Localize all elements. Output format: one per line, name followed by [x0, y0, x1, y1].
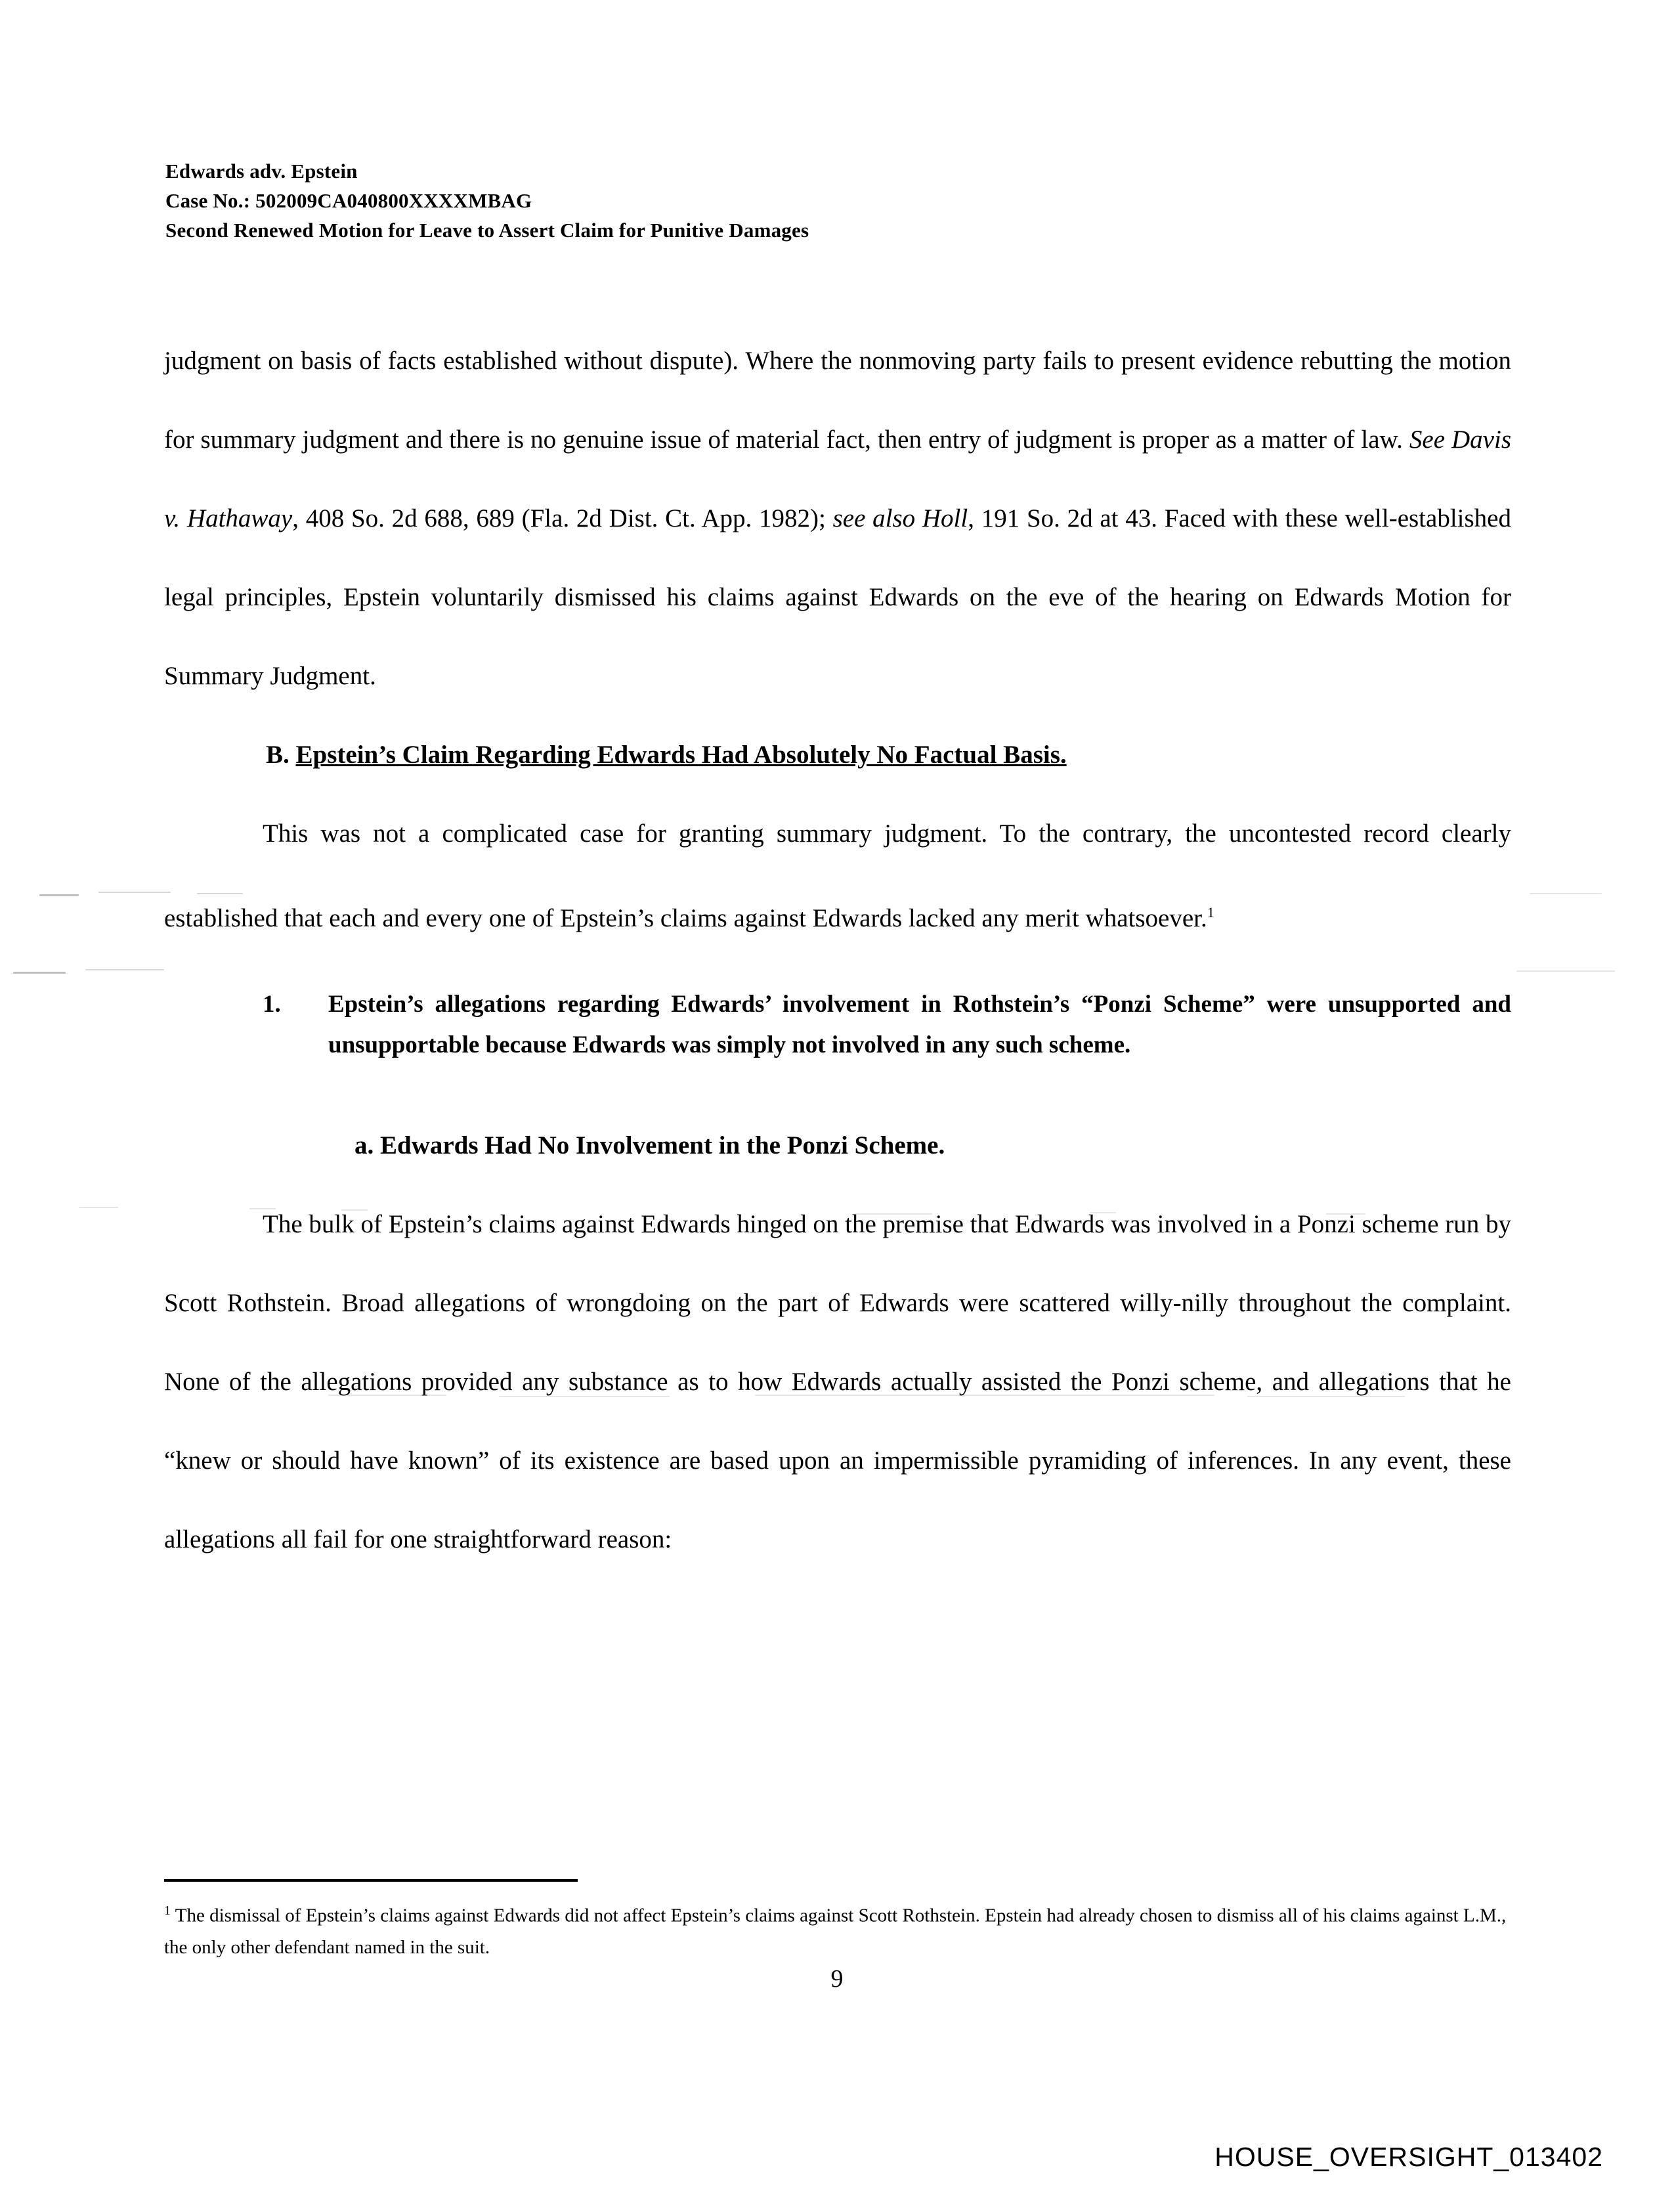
scan-artifact [341, 1209, 368, 1211]
subsection-heading-a: a. Edwards Had No Involvement in the Ponzi Scheme. [354, 1131, 945, 1160]
scan-artifact [1516, 970, 1615, 972]
spacer [164, 1066, 1511, 1106]
paragraph-ponzi-premise: The bulk of Epstein’s claims against Edwards hinged on the premise that Edwards was involved in a Ponzi scheme run by Scott Rothstein. Broad allegations of wrongdoing on the part of Edwards were scattered willy-nilly throughout the complaint. None of the allegations provided any substance as to how Edwards actually assisted the Ponzi scheme, and allegations that he “knew or should have known” of its existence are based upon an impermissible pyramiding of inferences. In any event, these allegations all fail for one straightforward reason: [164, 1210, 1511, 1553]
footnote-1-text: The dismissal of Epstein’s claims against Edwards did not affect Epstein’s claims against Scott Rothstein. Epstein had already chosen to dismiss all of his claims against L.M., the only other defendant named in the suit. [164, 1905, 1507, 1958]
page-number: 9 [830, 1965, 844, 1993]
footnote-1 [164, 1895, 1511, 1963]
scan-artifact [1090, 1212, 1116, 1213]
scan-artifact [1247, 1396, 1405, 1397]
paragraph-text-part-3: , 191 So. 2d at 43. Faced with these well-established legal principles, Epstein voluntarily dismissed his claims against Edwards on the eve of the hearing on Edwards Motion for Summary Judgment. [164, 504, 1511, 690]
numbered-item-1-number: 1. [263, 991, 281, 1018]
citation-davis-hathaway: See Davis v. Hathaway [164, 425, 1512, 532]
caption-motion-title-line: Second Renewed Motion for Leave to Assert Claim for Punitive Damages [165, 219, 809, 242]
numbered-item-1 [164, 984, 1511, 1066]
footnote-1-marker: 1 [164, 1903, 171, 1918]
paragraph-text-part-1: judgment on basis of facts established without dispute). Where the nonmoving party fails to present evidence rebutting the motion for summary judgment and there is no genuine issue of material fact, then entry of judgment is proper as a matter of law. [164, 347, 1511, 454]
scan-artifact [13, 972, 66, 974]
paragraph-text-part-2: , 408 So. 2d 688, 689 (Fla. 2d Dist. Ct. App. 1982); [292, 504, 833, 532]
scan-artifact [1530, 893, 1602, 894]
scan-artifact [79, 1207, 118, 1208]
numbered-item-1-text: Epstein’s allegations regarding Edwards’ involvement in Rothstein’s “Ponzi Scheme” were unsupported and unsupportable because Edwards was simply not involved in any such scheme. [328, 991, 1511, 1058]
footnote-reference-1: 1 [1207, 904, 1214, 921]
section-heading-b [164, 716, 1511, 794]
paragraph-uncontested-record-text: This was not a complicated case for granting summary judgment. To the contrary, the uncontested record clearly established that each and every one of Epstein’s claims against Edwards lacked any merit whatsoever. [164, 819, 1511, 932]
paragraph-uncontested-record [164, 794, 1511, 958]
caption-party-line: Edwards adv. Epstein [165, 160, 358, 183]
citation-see-also-holl: see also Holl [832, 504, 968, 532]
scan-artifact [328, 1395, 446, 1396]
spacer [164, 958, 1511, 984]
scan-artifact [85, 969, 164, 970]
section-heading-b-title: Epstein’s Claim Regarding Edwards Had Absolutely No Factual Basis. [295, 741, 1067, 769]
paragraph-summary-judgment [164, 322, 1511, 716]
bates-stamp: HOUSE_OVERSIGHT_013402 [1214, 2142, 1603, 2172]
scan-artifact [755, 1395, 1214, 1396]
scan-artifact [853, 1213, 932, 1215]
scan-artifact [1326, 1213, 1365, 1215]
document-body [164, 322, 1511, 1579]
scan-artifact [249, 1208, 276, 1209]
scan-artifact [499, 1396, 670, 1397]
footnote-separator [164, 1879, 578, 1882]
section-heading-b-label: B. [266, 741, 290, 769]
caption-case-number-line: Case No.: 502009CA040800XXXXMBAG [165, 189, 532, 212]
scan-artifact [98, 892, 171, 893]
scan-artifact [39, 894, 79, 896]
case-caption [165, 156, 1216, 245]
scan-artifact [197, 893, 243, 894]
